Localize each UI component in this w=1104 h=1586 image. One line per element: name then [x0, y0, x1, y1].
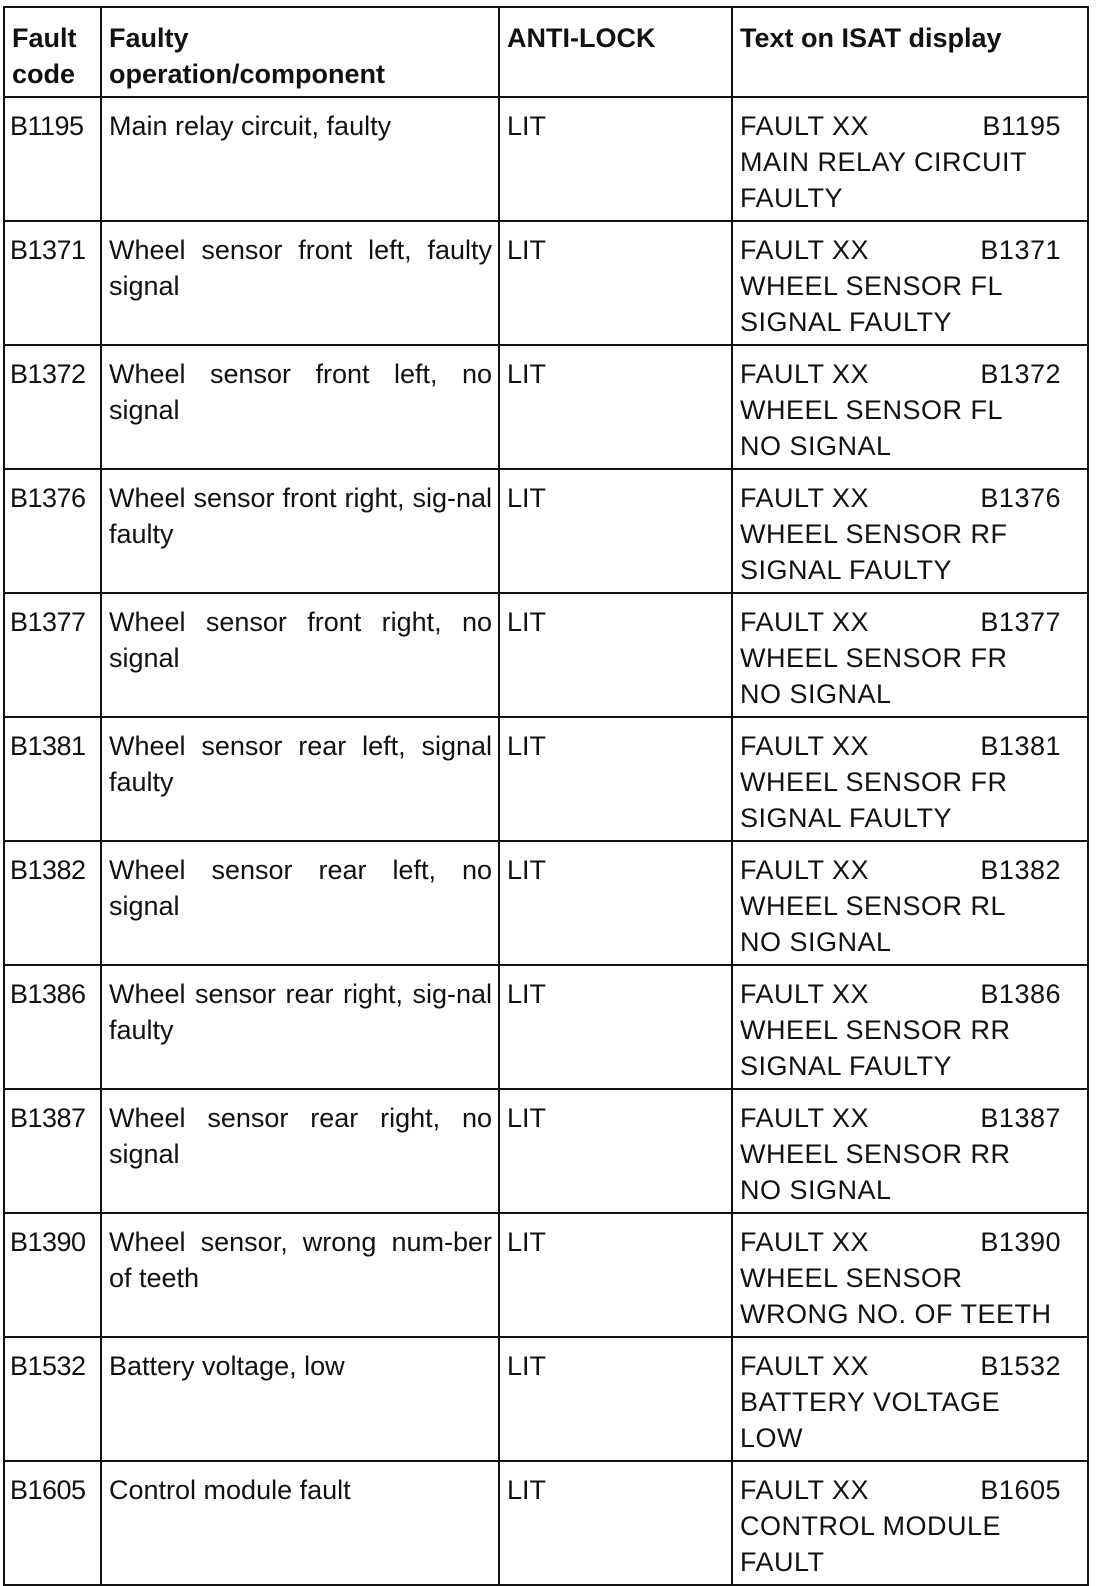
display-header-line	[740, 356, 1081, 392]
display-text-line: BATTERY VOLTAGE	[740, 1387, 1001, 1417]
table-header	[4, 7, 1088, 97]
operation-cell: Wheel sensor rear right, no signal	[101, 1089, 499, 1213]
antilock-cell: LIT	[499, 1089, 732, 1213]
fault-code-cell: B1376	[4, 469, 101, 593]
operation-cell: Control module fault	[101, 1461, 499, 1585]
fault-code-cell: B1372	[4, 345, 101, 469]
table-row	[4, 97, 1088, 221]
antilock-cell: LIT	[499, 97, 732, 221]
display-fault-label: FAULT XX	[740, 979, 870, 1009]
table-row	[4, 841, 1088, 965]
display-text-line: NO SIGNAL	[740, 1175, 892, 1205]
table-body	[4, 97, 1088, 1585]
operation-cell: Wheel sensor front left, no signal	[101, 345, 499, 469]
display-header-line	[740, 1224, 1081, 1260]
fault-code-table	[3, 6, 1089, 1586]
fault-code-cell: B1390	[4, 1213, 101, 1337]
isat-display-cell	[732, 221, 1088, 345]
display-text-line: WHEEL SENSOR FR	[740, 643, 1008, 673]
operation-cell: Battery voltage, low	[101, 1337, 499, 1461]
display-fault-code: B1382	[980, 855, 1061, 885]
display-fault-code: B1376	[980, 483, 1061, 513]
display-text-line: WHEEL SENSOR RL	[740, 891, 1007, 921]
header-row	[4, 7, 1088, 97]
fault-code-cell: B1195	[4, 97, 101, 221]
fault-code-cell: B1382	[4, 841, 101, 965]
operation-cell: Main relay circuit, faulty	[101, 97, 499, 221]
display-header-line	[740, 1100, 1081, 1136]
display-text-line: LOW	[740, 1423, 804, 1453]
table-row	[4, 1089, 1088, 1213]
operation-cell: Wheel sensor, wrong num-ber of teeth	[101, 1213, 499, 1337]
display-text-line: NO SIGNAL	[740, 431, 892, 461]
header-operation: Faulty operation/component	[101, 7, 499, 97]
isat-display-cell	[732, 1337, 1088, 1461]
isat-display-cell	[732, 1213, 1088, 1337]
isat-display-cell	[732, 593, 1088, 717]
display-text-line: WHEEL SENSOR RF	[740, 519, 1008, 549]
antilock-cell: LIT	[499, 841, 732, 965]
table-row	[4, 1337, 1088, 1461]
display-text-line: WRONG NO. OF TEETH	[740, 1299, 1052, 1329]
display-text-line: WHEEL SENSOR FL	[740, 395, 1004, 425]
display-text-line: FAULTY	[740, 183, 844, 213]
antilock-cell: LIT	[499, 221, 732, 345]
display-text-line: MAIN RELAY CIRCUIT	[740, 147, 1028, 177]
display-fault-label: FAULT XX	[740, 1475, 870, 1505]
isat-display-cell	[732, 841, 1088, 965]
display-text-line: NO SIGNAL	[740, 679, 892, 709]
table-row	[4, 345, 1088, 469]
display-fault-label: FAULT XX	[740, 235, 870, 265]
display-fault-code: B1371	[980, 235, 1061, 265]
isat-display-cell	[732, 965, 1088, 1089]
operation-cell: Wheel sensor rear left, no signal	[101, 841, 499, 965]
display-header-line	[740, 1348, 1081, 1384]
display-text-line: SIGNAL FAULTY	[740, 1051, 953, 1081]
display-fault-label: FAULT XX	[740, 855, 870, 885]
operation-cell: Wheel sensor front right, sig-nal faulty	[101, 469, 499, 593]
antilock-cell: LIT	[499, 1213, 732, 1337]
display-header-line	[740, 232, 1081, 268]
header-fault-code: Fault code	[4, 7, 101, 97]
isat-display-cell	[732, 97, 1088, 221]
display-fault-label: FAULT XX	[740, 111, 870, 141]
fault-code-cell: B1605	[4, 1461, 101, 1585]
display-fault-code: B1605	[980, 1475, 1061, 1505]
operation-cell: Wheel sensor rear left, signal faulty	[101, 717, 499, 841]
display-text-line: NO SIGNAL	[740, 927, 892, 957]
fault-code-cell: B1386	[4, 965, 101, 1089]
display-fault-code: B1372	[980, 359, 1061, 389]
display-text-line: SIGNAL FAULTY	[740, 555, 953, 585]
isat-display-cell	[732, 717, 1088, 841]
display-fault-code: B1386	[980, 979, 1061, 1009]
display-header-line	[740, 852, 1081, 888]
table-row	[4, 1213, 1088, 1337]
header-isat-display: Text on ISAT display	[732, 7, 1088, 97]
antilock-cell: LIT	[499, 469, 732, 593]
display-fault-code: B1532	[980, 1351, 1061, 1381]
operation-cell: Wheel sensor front right, no signal	[101, 593, 499, 717]
antilock-cell: LIT	[499, 593, 732, 717]
antilock-cell: LIT	[499, 965, 732, 1089]
table-row	[4, 593, 1088, 717]
fault-code-cell: B1377	[4, 593, 101, 717]
display-text-line: FAULT	[740, 1547, 825, 1577]
isat-display-cell	[732, 1461, 1088, 1585]
display-fault-label: FAULT XX	[740, 731, 870, 761]
display-header-line	[740, 728, 1081, 764]
display-header-line	[740, 604, 1081, 640]
table-row	[4, 221, 1088, 345]
display-fault-code: B1195	[982, 111, 1061, 141]
display-text-line: WHEEL SENSOR FR	[740, 767, 1008, 797]
fault-code-cell: B1371	[4, 221, 101, 345]
header-antilock: ANTI-LOCK	[499, 7, 732, 97]
display-text-line: WHEEL SENSOR FL	[740, 271, 1004, 301]
fault-code-cell: B1387	[4, 1089, 101, 1213]
display-text-line: WHEEL SENSOR	[740, 1263, 963, 1293]
display-header-line	[740, 976, 1081, 1012]
display-text-line: SIGNAL FAULTY	[740, 307, 953, 337]
display-header-line	[740, 480, 1081, 516]
table-row	[4, 717, 1088, 841]
display-fault-label: FAULT XX	[740, 1103, 870, 1133]
display-fault-code: B1381	[980, 731, 1061, 761]
antilock-cell: LIT	[499, 1461, 732, 1585]
table-row	[4, 469, 1088, 593]
fault-code-cell: B1381	[4, 717, 101, 841]
display-text-line: SIGNAL FAULTY	[740, 803, 953, 833]
operation-cell: Wheel sensor front left, faulty signal	[101, 221, 499, 345]
display-header-line	[740, 1472, 1081, 1508]
display-fault-label: FAULT XX	[740, 483, 870, 513]
fault-code-cell: B1532	[4, 1337, 101, 1461]
display-fault-label: FAULT XX	[740, 1351, 870, 1381]
display-fault-code: B1377	[980, 607, 1061, 637]
display-fault-code: B1387	[980, 1103, 1061, 1133]
antilock-cell: LIT	[499, 345, 732, 469]
antilock-cell: LIT	[499, 717, 732, 841]
display-header-line	[740, 108, 1081, 144]
display-fault-code: B1390	[980, 1227, 1061, 1257]
display-fault-label: FAULT XX	[740, 607, 870, 637]
display-text-line: WHEEL SENSOR RR	[740, 1015, 1011, 1045]
table-row	[4, 965, 1088, 1089]
isat-display-cell	[732, 469, 1088, 593]
display-fault-label: FAULT XX	[740, 1227, 870, 1257]
display-text-line: CONTROL MODULE	[740, 1511, 1002, 1541]
isat-display-cell	[732, 345, 1088, 469]
table-row	[4, 1461, 1088, 1585]
display-fault-label: FAULT XX	[740, 359, 870, 389]
operation-cell: Wheel sensor rear right, sig-nal faulty	[101, 965, 499, 1089]
isat-display-cell	[732, 1089, 1088, 1213]
display-text-line: WHEEL SENSOR RR	[740, 1139, 1011, 1169]
antilock-cell: LIT	[499, 1337, 732, 1461]
